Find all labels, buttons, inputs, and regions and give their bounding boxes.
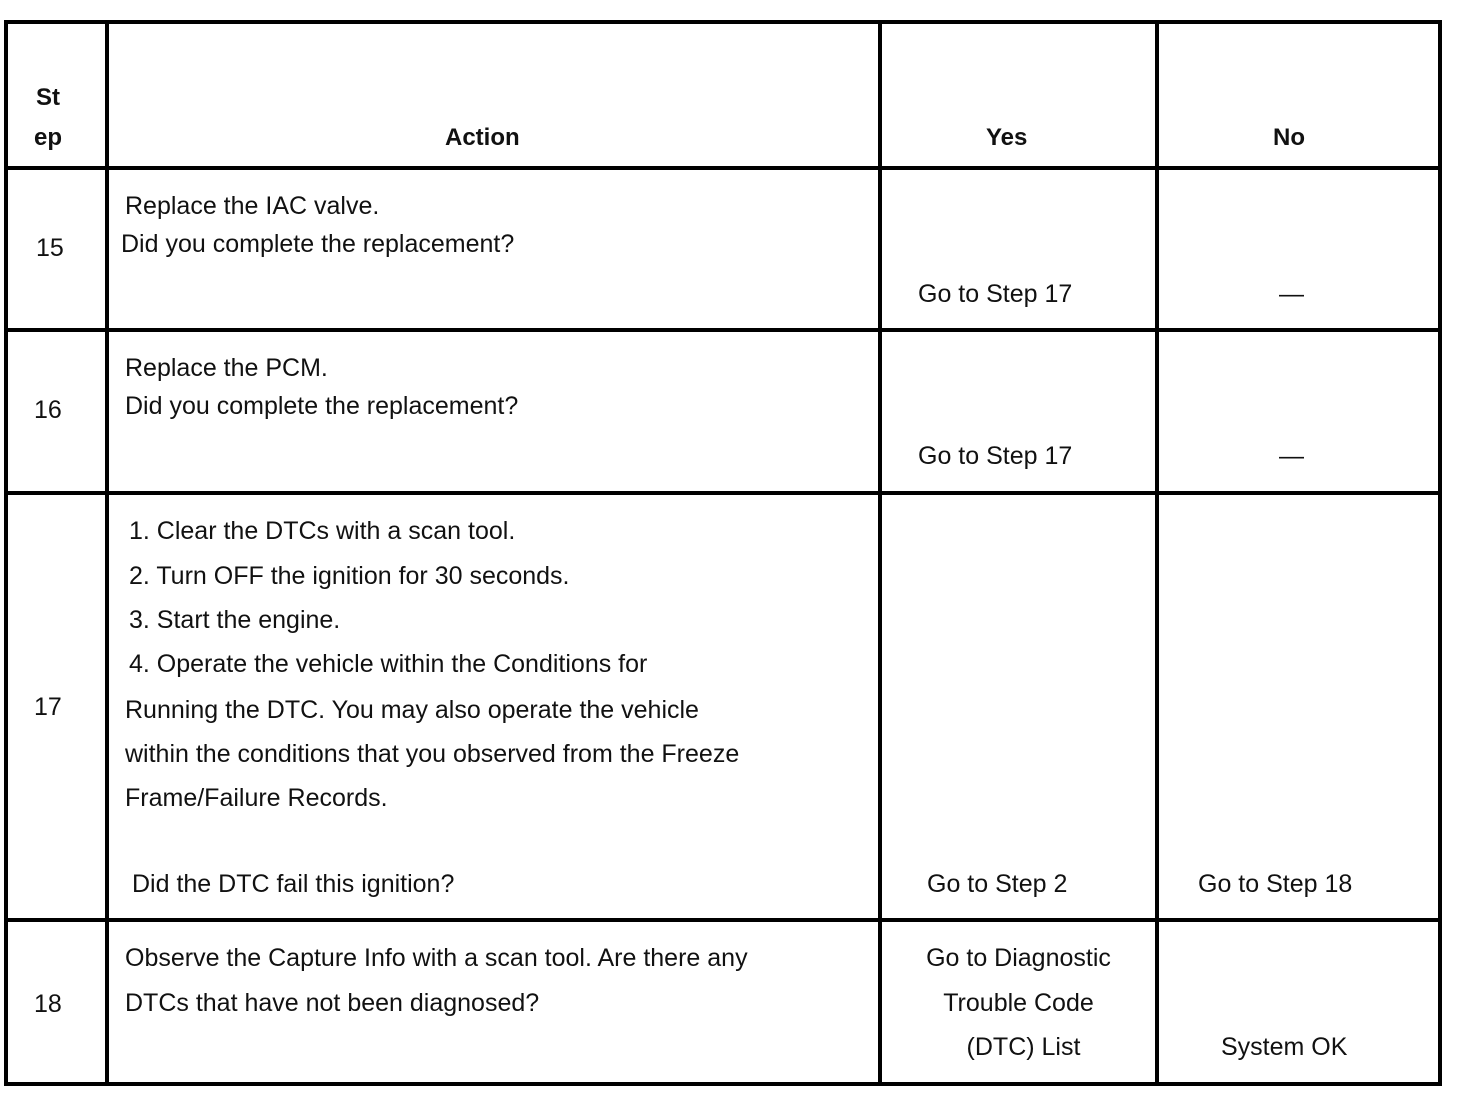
- step-cell: 15: [6, 168, 107, 330]
- action-cell: Replace the PCM. Did you complete the replacement?: [107, 330, 880, 493]
- table-row: [6, 920, 1440, 1084]
- no-cell: System OK: [1157, 920, 1440, 1084]
- header-row: [6, 22, 1440, 168]
- table-row: [6, 493, 1440, 920]
- table-row: [6, 168, 1440, 330]
- yes-cell: Go to Step 17: [880, 330, 1157, 493]
- action-cell: 1. Clear the DTCs with a scan tool. 2. Turn OFF the ignition for 30 seconds. 3. Start the engine. 4. Operate the vehicle within the Conditions for Running the DTC. You may also operate the vehicle within the conditions that you observed from the Freeze Frame/Failure Records. Did the DTC fail this ignition?: [107, 493, 880, 920]
- header-action: Action: [107, 22, 880, 168]
- step-cell: 16: [6, 330, 107, 493]
- yes-cell: Go to Step 17: [880, 168, 1157, 330]
- step-cell: 17: [6, 493, 107, 920]
- no-cell: Go to Step 18: [1157, 493, 1440, 920]
- header-yes: Yes: [880, 22, 1157, 168]
- step-cell: 18: [6, 920, 107, 1084]
- no-cell: —: [1157, 168, 1440, 330]
- action-cell: Observe the Capture Info with a scan tool. Are there any DTCs that have not been diagnosed?: [107, 920, 880, 1084]
- action-cell: Replace the IAC valve. Did you complete the replacement?: [107, 168, 880, 330]
- diagnostic-table: [4, 20, 1442, 1086]
- table-row: [6, 330, 1440, 493]
- no-cell: —: [1157, 330, 1440, 493]
- yes-cell: Go to Step 2: [880, 493, 1157, 920]
- header-step: St ep: [6, 22, 107, 168]
- header-no: No: [1157, 22, 1440, 168]
- yes-cell: Go to Diagnostic Trouble Code (DTC) List: [880, 920, 1157, 1084]
